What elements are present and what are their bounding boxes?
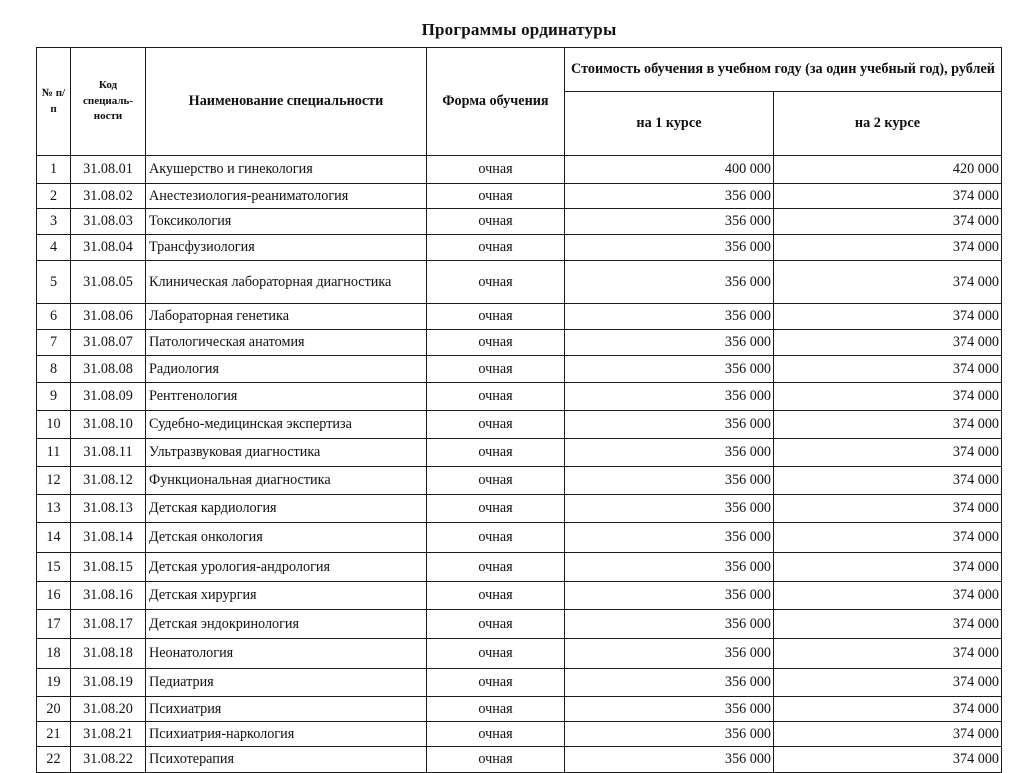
cell-cost-year2: 374 000 — [774, 523, 1002, 553]
table-row — [37, 330, 1002, 356]
cell-cost-year2: 374 000 — [774, 495, 1002, 523]
cell-cost-year1: 356 000 — [565, 747, 774, 773]
header-code: Код специаль-ности — [71, 48, 146, 156]
cell-code: 31.08.14 — [71, 523, 146, 553]
cell-code: 31.08.08 — [71, 356, 146, 383]
cell-cost-year2: 374 000 — [774, 669, 1002, 697]
cell-code: 31.08.07 — [71, 330, 146, 356]
cell-num: 3 — [37, 209, 71, 235]
cell-name: Радиология — [146, 356, 427, 383]
cell-form: очная — [427, 356, 565, 383]
table-row — [37, 669, 1002, 697]
table-row — [37, 383, 1002, 411]
cell-cost-year1: 356 000 — [565, 184, 774, 209]
cell-cost-year2: 374 000 — [774, 411, 1002, 439]
cell-name: Психиатрия-наркология — [146, 722, 427, 747]
cell-code: 31.08.11 — [71, 439, 146, 467]
cell-name: Психиатрия — [146, 697, 427, 722]
page-title: Программы ординатуры — [421, 20, 617, 39]
cell-num: 20 — [37, 697, 71, 722]
table-header — [37, 48, 1002, 156]
cell-cost-year2: 374 000 — [774, 582, 1002, 610]
cell-num: 16 — [37, 582, 71, 610]
cell-code: 31.08.06 — [71, 304, 146, 330]
cell-form: очная — [427, 235, 565, 261]
cell-cost-year1: 356 000 — [565, 722, 774, 747]
cell-form: очная — [427, 553, 565, 582]
cell-form: очная — [427, 439, 565, 467]
cell-num: 4 — [37, 235, 71, 261]
header-year1: на 1 курсе — [565, 92, 774, 156]
cell-cost-year2: 374 000 — [774, 330, 1002, 356]
cell-name: Детская хирургия — [146, 582, 427, 610]
cell-cost-year2: 374 000 — [774, 747, 1002, 773]
cell-name: Педиатрия — [146, 669, 427, 697]
cell-num: 8 — [37, 356, 71, 383]
cell-form: очная — [427, 523, 565, 553]
cell-cost-year1: 356 000 — [565, 610, 774, 639]
cell-num: 5 — [37, 261, 71, 304]
cell-cost-year1: 356 000 — [565, 356, 774, 383]
cell-code: 31.08.13 — [71, 495, 146, 523]
cell-form: очная — [427, 383, 565, 411]
table-row — [37, 235, 1002, 261]
table-row — [37, 156, 1002, 184]
cell-cost-year2: 374 000 — [774, 235, 1002, 261]
table-row — [37, 439, 1002, 467]
cell-name: Неонатология — [146, 639, 427, 669]
cell-num: 14 — [37, 523, 71, 553]
header-form: Форма обучения — [427, 48, 565, 156]
table-row — [37, 697, 1002, 722]
cell-cost-year1: 356 000 — [565, 235, 774, 261]
cell-name: Патологическая анатомия — [146, 330, 427, 356]
cell-num: 12 — [37, 467, 71, 495]
cell-cost-year1: 356 000 — [565, 639, 774, 669]
cell-name: Психотерапия — [146, 747, 427, 773]
header-num: № п/п — [37, 48, 71, 156]
cell-code: 31.08.01 — [71, 156, 146, 184]
cell-num: 13 — [37, 495, 71, 523]
cell-cost-year2: 374 000 — [774, 356, 1002, 383]
cell-code: 31.08.09 — [71, 383, 146, 411]
cell-form: очная — [427, 747, 565, 773]
table-row — [37, 495, 1002, 523]
cell-cost-year1: 356 000 — [565, 439, 774, 467]
cell-num: 22 — [37, 747, 71, 773]
cell-form: очная — [427, 304, 565, 330]
cell-num: 18 — [37, 639, 71, 669]
cell-cost-year1: 356 000 — [565, 697, 774, 722]
cell-cost-year1: 356 000 — [565, 304, 774, 330]
cell-cost-year2: 374 000 — [774, 439, 1002, 467]
cell-cost-year1: 356 000 — [565, 411, 774, 439]
table-row — [37, 639, 1002, 669]
cell-cost-year2: 374 000 — [774, 722, 1002, 747]
cell-code: 31.08.15 — [71, 553, 146, 582]
cell-num: 10 — [37, 411, 71, 439]
table-body — [37, 156, 1002, 773]
cell-form: очная — [427, 261, 565, 304]
table-row — [37, 467, 1002, 495]
cell-form: очная — [427, 610, 565, 639]
table-row — [37, 523, 1002, 553]
cell-code: 31.08.17 — [71, 610, 146, 639]
cell-form: очная — [427, 495, 565, 523]
cell-cost-year2: 420 000 — [774, 156, 1002, 184]
cell-num: 11 — [37, 439, 71, 467]
cell-name: Лабораторная генетика — [146, 304, 427, 330]
cell-form: очная — [427, 669, 565, 697]
cell-code: 31.08.22 — [71, 747, 146, 773]
cell-name: Детская урология-андрология — [146, 553, 427, 582]
cell-form: очная — [427, 330, 565, 356]
table-row — [37, 553, 1002, 582]
cell-cost-year1: 356 000 — [565, 467, 774, 495]
cell-num: 17 — [37, 610, 71, 639]
cell-form: очная — [427, 467, 565, 495]
cell-name: Акушерство и гинекология — [146, 156, 427, 184]
table-row — [37, 722, 1002, 747]
cell-cost-year2: 374 000 — [774, 209, 1002, 235]
cell-cost-year1: 356 000 — [565, 261, 774, 304]
tuition-table — [36, 47, 1002, 773]
cell-cost-year2: 374 000 — [774, 383, 1002, 411]
cell-cost-year1: 356 000 — [565, 582, 774, 610]
cell-cost-year1: 356 000 — [565, 383, 774, 411]
cell-code: 31.08.05 — [71, 261, 146, 304]
cell-name: Судебно-медицинская экспертиза — [146, 411, 427, 439]
cell-code: 31.08.18 — [71, 639, 146, 669]
cell-num: 7 — [37, 330, 71, 356]
table-row — [37, 261, 1002, 304]
header-year2: на 2 курсе — [774, 92, 1002, 156]
cell-cost-year2: 374 000 — [774, 304, 1002, 330]
cell-cost-year1: 356 000 — [565, 495, 774, 523]
cell-cost-year2: 374 000 — [774, 553, 1002, 582]
cell-cost-year1: 356 000 — [565, 523, 774, 553]
cell-cost-year2: 374 000 — [774, 467, 1002, 495]
cell-code: 31.08.04 — [71, 235, 146, 261]
cell-num: 15 — [37, 553, 71, 582]
cell-name: Функциональная диагностика — [146, 467, 427, 495]
cell-num: 2 — [37, 184, 71, 209]
cell-form: очная — [427, 411, 565, 439]
cell-num: 6 — [37, 304, 71, 330]
table-row — [37, 356, 1002, 383]
cell-code: 31.08.21 — [71, 722, 146, 747]
cell-name: Детская кардиология — [146, 495, 427, 523]
cell-form: очная — [427, 582, 565, 610]
cell-num: 19 — [37, 669, 71, 697]
cell-code: 31.08.02 — [71, 184, 146, 209]
cell-num: 21 — [37, 722, 71, 747]
header-cost: Стоимость обучения в учебном году (за один учебный год), рублей — [565, 48, 1002, 92]
cell-name: Ультразвуковая диагностика — [146, 439, 427, 467]
cell-code: 31.08.16 — [71, 582, 146, 610]
cell-code: 31.08.10 — [71, 411, 146, 439]
cell-form: очная — [427, 722, 565, 747]
cell-cost-year1: 356 000 — [565, 330, 774, 356]
table-row — [37, 184, 1002, 209]
cell-name: Клиническая лабораторная диагностика — [146, 261, 427, 304]
cell-code: 31.08.20 — [71, 697, 146, 722]
cell-name: Токсикология — [146, 209, 427, 235]
cell-num: 1 — [37, 156, 71, 184]
cell-cost-year1: 356 000 — [565, 553, 774, 582]
cell-cost-year2: 374 000 — [774, 610, 1002, 639]
cell-name: Рентгенология — [146, 383, 427, 411]
cell-cost-year2: 374 000 — [774, 184, 1002, 209]
cell-name: Детская эндокринология — [146, 610, 427, 639]
table-row — [37, 610, 1002, 639]
cell-name: Детская онкология — [146, 523, 427, 553]
table-row — [37, 411, 1002, 439]
cell-code: 31.08.03 — [71, 209, 146, 235]
table-row — [37, 209, 1002, 235]
table-row — [37, 582, 1002, 610]
cell-name: Трансфузиология — [146, 235, 427, 261]
cell-cost-year1: 400 000 — [565, 156, 774, 184]
cell-name: Анестезиология-реаниматология — [146, 184, 427, 209]
cell-num: 9 — [37, 383, 71, 411]
cell-form: очная — [427, 156, 565, 184]
table-row — [37, 304, 1002, 330]
cell-cost-year2: 374 000 — [774, 697, 1002, 722]
cell-code: 31.08.12 — [71, 467, 146, 495]
cell-cost-year1: 356 000 — [565, 669, 774, 697]
cell-form: очная — [427, 697, 565, 722]
cell-cost-year2: 374 000 — [774, 639, 1002, 669]
header-name: Наименование специальности — [146, 48, 427, 156]
cell-form: очная — [427, 639, 565, 669]
cell-code: 31.08.19 — [71, 669, 146, 697]
cell-cost-year2: 374 000 — [774, 261, 1002, 304]
cell-form: очная — [427, 209, 565, 235]
cell-form: очная — [427, 184, 565, 209]
cell-cost-year1: 356 000 — [565, 209, 774, 235]
